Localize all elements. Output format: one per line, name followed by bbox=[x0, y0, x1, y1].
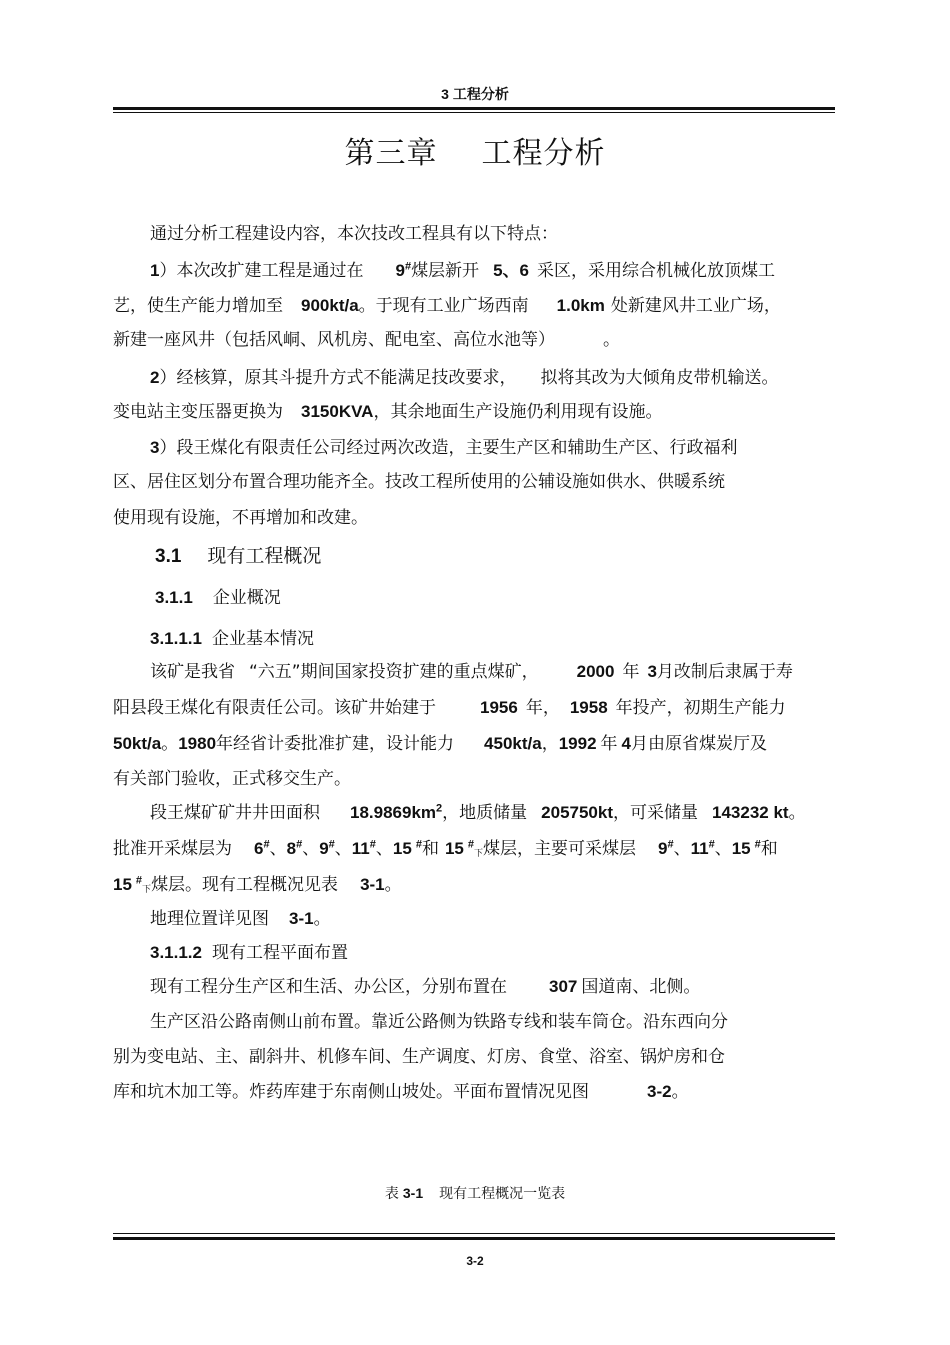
point-1-line-3: 新建一座风井（包括风峒、风机房、配电室、高位水池等） 。 bbox=[113, 330, 620, 350]
para-4-line-2: 阳县段王煤化有限责任公司。该矿井始建于 1956 年， 1958 年投产，初期生产能力 bbox=[113, 698, 786, 718]
point-2-line-1: 2）经核算，原其斗提升方式不能满足技改要求， 拟将其改为大倾角皮带机输送。 bbox=[150, 368, 779, 388]
para-4-line-1: 该矿是我省 “六五”期间国家投资扩建的重点煤矿， 2000 年 3月改制后隶属于寿 bbox=[150, 662, 793, 682]
chapter-number: 第三章 bbox=[344, 136, 438, 171]
section-3-1-1-1-heading: 3.1.1.1 企业基本情况 bbox=[150, 629, 314, 649]
para-5-line-1: 段王煤矿矿井井田面积 $18.9869km^2$，地质储量 205750kt，可采储量 143232 kt。 bbox=[150, 802, 806, 823]
point-1-line-1: 1）本次改扩建工程是通过在 9#煤层新开 5、6 采区，采用综合机械化放顶煤工 bbox=[150, 260, 775, 281]
section-3-1-heading: 3.1 现有工程概况 bbox=[155, 545, 322, 567]
point-3-line-2: 区、居住区划分布置合理功能齐全。技改工程所使用的公辅设施如供水、供暖系统 bbox=[113, 472, 725, 492]
chapter-name: 工程分析 bbox=[481, 136, 606, 171]
footer-rule-thin bbox=[113, 1233, 835, 1234]
para-6: 地理位置详见图 3-1。 bbox=[150, 909, 331, 929]
para-8-line-1: 生产区沿公路南侧山前布置。靠近公路侧为铁路专线和装车筒仓。沿东西向分 bbox=[150, 1012, 728, 1032]
chapter-title bbox=[0, 128, 950, 172]
para-5-line-3: 15 #$_下$煤层。现有工程概况见表 3-1。 bbox=[113, 874, 402, 895]
header-rule-thick bbox=[113, 107, 835, 110]
para-7: 现有工程分生产区和生活、办公区，分别布置在 307 国道南、北侧。 bbox=[150, 977, 701, 997]
point-1-line-2: 艺，使生产能力增加至 900kt/a。于现有工业广场西南 1.0km 处新建风井工业广场， bbox=[113, 296, 781, 316]
point-2-line-2: 变电站主变压器更换为 3150KVA，其余地面生产设施仍利用现有设施。 bbox=[113, 402, 663, 422]
intro-paragraph: 通过分析工程建设内容，本次技改工程具有以下特点： bbox=[150, 224, 558, 244]
para-8-line-2: 别为变电站、主、副斜井、机修车间、生产调度、灯房、食堂、浴室、锅炉房和仓 bbox=[113, 1047, 725, 1067]
section-3-1-1-heading: 3.1.1 企业概况 bbox=[155, 588, 281, 608]
table-caption: 表 3-1 现有工程概况一览表 bbox=[384, 1185, 566, 1202]
para-4-line-3: 50kt/a。1980年经省计委批准扩建，设计能力 450kt/a，1992 年 4月由原省煤炭厅及 bbox=[113, 734, 767, 754]
para-8-line-3: 库和坑木加工等。炸药库建于东南侧山坡处。平面布置情况见图 3-2。 bbox=[113, 1082, 689, 1102]
header-rule-thin bbox=[113, 112, 835, 113]
para-4-line-4: 有关部门验收，正式移交生产。 bbox=[113, 769, 351, 789]
para-5-line-2: 批准开采煤层为 6#、8#、9#、11#、15 #和 15 #$_下$煤层，主要可采煤层 9#、11#、15 #和 bbox=[113, 838, 778, 859]
section-3-1-1-2-heading: 3.1.1.2 现有工程平面布置 bbox=[150, 943, 348, 963]
page-number: 3-2 bbox=[466, 1254, 484, 1268]
running-header: 3 工程分析 bbox=[441, 86, 509, 102]
footer-rule-thick bbox=[113, 1237, 835, 1240]
point-3-line-3: 使用现有设施，不再增加和改建。 bbox=[113, 508, 368, 528]
point-3-line-1: 3）段王煤化有限责任公司经过两次改造，主要生产区和辅助生产区、行政福利 bbox=[150, 438, 738, 458]
